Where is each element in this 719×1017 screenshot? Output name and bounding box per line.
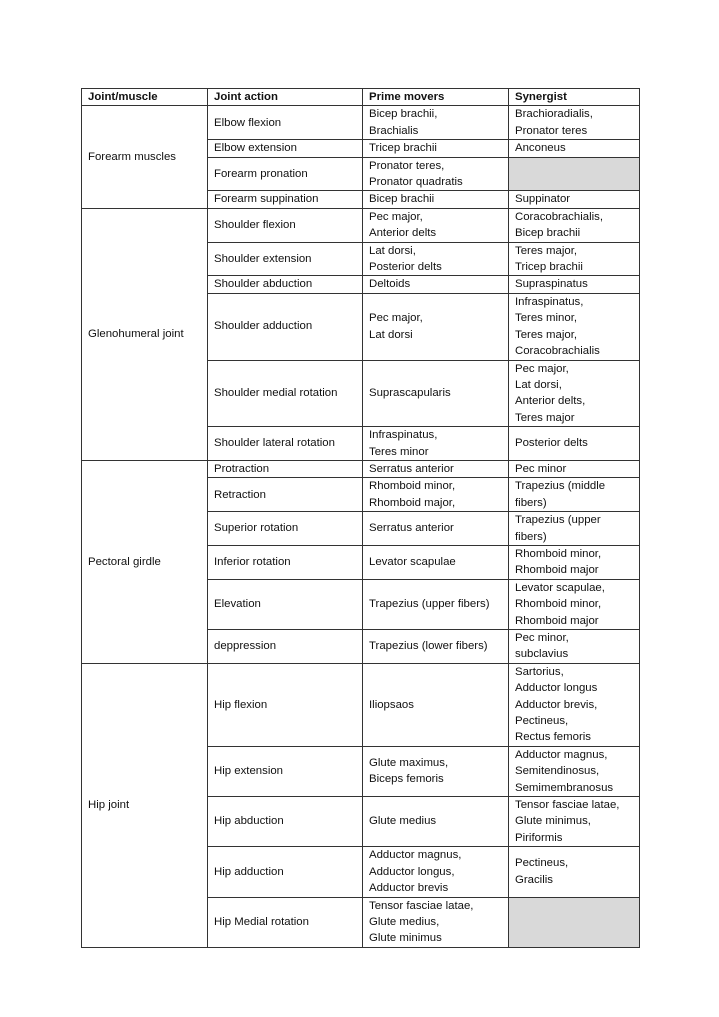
cell-line: Supraspinatus [515,278,588,291]
cell-line: Lat dorsi [369,328,413,341]
action-cell: Shoulder lateral rotation [208,427,363,461]
cell-line: Anterior delts [369,227,437,240]
cell-line: Adductor longus [515,682,598,695]
prime-movers-cell [363,191,509,208]
prime-movers-cell [363,847,509,897]
cell-line: Glute minimus [369,932,442,945]
cell-line: Glute medius [369,815,437,828]
cell-line: fibers) [515,530,547,543]
cell-line: Pec major, [369,210,423,223]
cell-line: Semitendinosus, [515,765,600,778]
synergist-cell [509,242,640,276]
cell-line: Teres minor [369,445,429,458]
cell-line: Pec major, [369,312,423,325]
cell-line: Suppinator [515,193,571,206]
cell-line: Coracobrachialis [515,345,600,358]
cell-line: Rhomboid major [515,614,599,627]
cell-line: Sartorius, [515,665,564,678]
cell-line: Gracilis [515,873,553,886]
action-cell: Hip abduction [208,797,363,847]
action-cell: Shoulder abduction [208,276,363,293]
cell-line: Lat dorsi, [369,244,416,257]
cell-line: Bicep brachii [369,193,435,206]
cell-line: Posterior delts [515,437,588,450]
action-cell: Elbow extension [208,140,363,157]
action-cell: Hip flexion [208,663,363,746]
prime-movers-cell [363,360,509,427]
cell-line: Rhomboid major, [369,496,456,509]
synergist-cell [509,545,640,579]
prime-movers-cell [363,427,509,461]
cell-line: Levator scapulae, [515,581,605,594]
header-joint: Joint/muscle [82,89,208,106]
prime-movers-cell [363,276,509,293]
cell-line: Rectus femoris [515,731,591,744]
action-cell: Hip extension [208,746,363,796]
synergist-cell [509,460,640,477]
prime-movers-cell [363,545,509,579]
synergist-cell [509,360,640,427]
header-action: Joint action [208,89,363,106]
header-row [82,89,640,106]
cell-line: Pec minor [515,462,567,475]
cell-line: Rhomboid minor, [369,480,456,493]
muscle-table [81,88,640,948]
action-cell: Protraction [208,460,363,477]
action-cell: Hip adduction [208,847,363,897]
synergist-cell [509,797,640,847]
prime-movers-cell [363,797,509,847]
cell-line: Adductor longus, [369,865,455,878]
action-cell: Shoulder flexion [208,208,363,242]
header-synergist: Synergist [509,89,640,106]
cell-line: Pectineus, [515,857,569,870]
action-cell: deppression [208,630,363,664]
joint-cell: Pectoral girdle [82,460,208,663]
cell-line: Adductor magnus, [515,748,608,761]
prime-movers-cell [363,106,509,140]
cell-line: Tensor fasciae latae, [369,899,474,912]
cell-line: fibers) [515,496,547,509]
joint-cell: Glenohumeral joint [82,208,208,460]
action-cell: Shoulder extension [208,242,363,276]
synergist-cell [509,847,640,897]
cell-line: Rhomboid minor, [515,547,602,560]
cell-line: subclavius [515,648,569,661]
synergist-cell [509,293,640,360]
cell-line: Bicep brachii [515,227,581,240]
synergist-cell [509,746,640,796]
cell-line: Rhomboid minor, [515,598,602,611]
action-cell: Shoulder medial rotation [208,360,363,427]
cell-line: Brachialis [369,124,419,137]
prime-movers-cell [363,293,509,360]
action-cell: Elevation [208,579,363,629]
synergist-cell [509,630,640,664]
synergist-cell [509,157,640,191]
prime-movers-cell [363,460,509,477]
synergist-cell [509,276,640,293]
prime-movers-cell [363,663,509,746]
joint-cell: Forearm muscles [82,106,208,208]
cell-line: Levator scapulae [369,556,456,569]
cell-line: Glute minimus, [515,815,591,828]
cell-line: Glute medius, [369,915,440,928]
action-cell: Superior rotation [208,512,363,546]
cell-line: Deltoids [369,278,411,291]
synergist-cell [509,512,640,546]
cell-line: Teres major [515,411,575,424]
cell-line: Infraspinatus, [515,295,584,308]
cell-line: Piriformis [515,831,563,844]
cell-line: Lat dorsi, [515,378,562,391]
prime-movers-cell [363,157,509,191]
prime-movers-cell [363,630,509,664]
cell-line: Adductor brevis, [515,698,598,711]
prime-movers-cell [363,478,509,512]
cell-line: Trapezius (lower fibers) [369,640,488,653]
cell-line: Trapezius (middle [515,480,606,493]
action-cell: Hip Medial rotation [208,897,363,947]
action-cell: Elbow flexion [208,106,363,140]
cell-line: Glute maximus, [369,757,449,770]
cell-line: Anconeus [515,142,566,155]
synergist-cell [509,663,640,746]
cell-line: Rhomboid major [515,564,599,577]
action-cell: Inferior rotation [208,545,363,579]
header-prime-movers: Prime movers [363,89,509,106]
cell-line: Adductor magnus, [369,849,462,862]
synergist-cell [509,897,640,947]
cell-line: Tensor fasciae latae, [515,799,620,812]
synergist-cell [509,140,640,157]
cell-line: Coracobrachialis, [515,210,603,223]
synergist-cell [509,427,640,461]
joint-cell: Hip joint [82,663,208,947]
action-cell: Shoulder adduction [208,293,363,360]
synergist-cell [509,106,640,140]
prime-movers-cell [363,512,509,546]
cell-line: Serratus anterior [369,462,454,475]
action-cell: Retraction [208,478,363,512]
cell-line: Pronator quadratis [369,176,463,189]
prime-movers-cell [363,208,509,242]
action-cell: Forearm suppination [208,191,363,208]
prime-movers-cell [363,746,509,796]
prime-movers-cell [363,897,509,947]
synergist-cell [509,478,640,512]
cell-line: Pronator teres, [369,159,445,172]
cell-line: Pec major, [515,362,569,375]
cell-line: Semimembranosus [515,781,614,794]
cell-line: Iliopsaos [369,698,414,711]
cell-line: Teres major, [515,328,578,341]
cell-line: Tricep brachii [369,142,437,155]
table-row [82,106,640,140]
cell-line: Tricep brachii [515,261,583,274]
cell-line: Brachioradialis, [515,108,593,121]
table-row [82,460,640,477]
table-body [82,106,640,947]
cell-line: Teres minor, [515,312,578,325]
cell-line: Pronator teres [515,124,588,137]
prime-movers-cell [363,140,509,157]
table-row [82,208,640,242]
cell-line: Infraspinatus, [369,429,438,442]
prime-movers-cell [363,242,509,276]
table-row [82,663,640,746]
cell-line: Pec minor, [515,632,569,644]
cell-line: Serratus anterior [369,522,454,535]
cell-line: Bicep brachii, [369,108,438,121]
cell-line: Pectineus, [515,715,569,728]
cell-line: Adductor brevis [369,882,449,895]
synergist-cell [509,191,640,208]
synergist-cell [509,208,640,242]
cell-line: Suprascapularis [369,387,451,400]
cell-line: Trapezius (upper [515,514,601,527]
cell-line: Trapezius (upper fibers) [369,598,490,611]
prime-movers-cell [363,579,509,629]
cell-line: Biceps femoris [369,773,444,786]
cell-line: Teres major, [515,244,578,257]
action-cell: Forearm pronation [208,157,363,191]
cell-line: Posterior delts [369,261,442,274]
cell-line: Anterior delts, [515,395,586,408]
synergist-cell [509,579,640,629]
